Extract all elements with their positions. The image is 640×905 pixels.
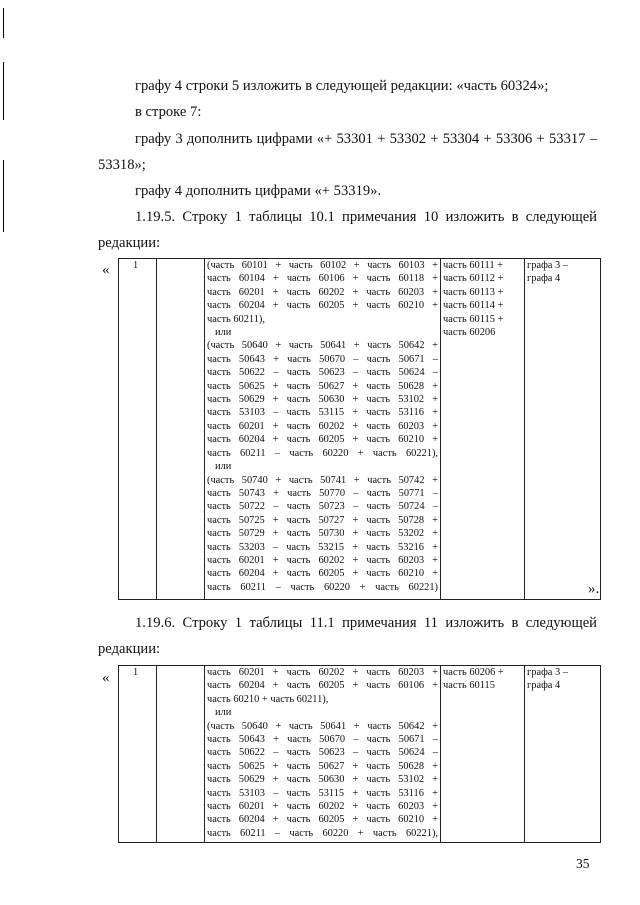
table-10-1 xyxy=(118,258,601,600)
formula-line: часть 53103 – часть 53115 + часть 53116 + xyxy=(207,787,438,799)
paragraph-1-19-6-line2: редакции: xyxy=(98,641,161,657)
formula-line: часть 50725 + часть 50727 + часть 50728 + xyxy=(207,514,438,526)
formula-line: или xyxy=(215,707,232,719)
paragraph-column3-line2: 53318»; xyxy=(98,157,146,173)
formula-line: часть 60201 + часть 60202 + часть 60203 + xyxy=(207,420,438,432)
row-number-cell xyxy=(119,666,157,843)
margin-mark xyxy=(3,160,4,232)
paragraph-1-19-6-line1: 1.19.6. Строку 1 таблицы 11.1 примечания 11 изложить в следующей xyxy=(135,615,597,631)
formula-line: или xyxy=(215,327,232,339)
paragraph-column4-add: графу 4 дополнить цифрами «+ 53319». xyxy=(135,183,382,199)
formula-cell xyxy=(205,259,441,600)
formula-line: часть 50643 + часть 50670 – часть 50671 – xyxy=(207,734,438,746)
formula-line: часть 50622 – часть 50623 – часть 50624 – xyxy=(207,747,438,759)
formula-line: часть 60201 + часть 60202 + часть 60203 + xyxy=(207,554,438,566)
paragraph-column4-row5: графу 4 строки 5 изложить в следующей редакции: «часть 60324»; xyxy=(135,78,549,94)
formula-line: часть 60210 + часть 60211), xyxy=(207,693,329,705)
formula-line: часть 60211 – часть 60220 + часть 60221), xyxy=(207,827,438,839)
formula-line: (часть 60101 + часть 60102 + часть 60103 + xyxy=(207,260,438,271)
formula-line: часть 60204 + часть 60205 + часть 60210 + xyxy=(207,300,438,312)
formula-line: часть 50625 + часть 50627 + часть 50628 + xyxy=(207,760,438,772)
formula-line: часть 50643 + часть 50670 – часть 50671 – xyxy=(207,353,438,365)
paragraph-row7: в строке 7: xyxy=(135,104,202,120)
table-row xyxy=(119,666,601,843)
table-11-1 xyxy=(118,665,601,843)
formula-line: часть 60201 + часть 60202 + часть 60203 + xyxy=(207,667,438,678)
formula-line: часть 50743 + часть 50770 – часть 50771 – xyxy=(207,487,438,499)
row-number: 1 xyxy=(133,667,139,678)
formula-line: часть 50629 + часть 50630 + часть 53102 + xyxy=(207,394,438,406)
subtract-line: часть 60112 + xyxy=(443,273,504,285)
formula-line: часть 60204 + часть 60205 + часть 60210 + xyxy=(207,814,438,826)
quote-open: « xyxy=(102,670,110,686)
formula-line: часть 50629 + часть 50630 + часть 53102 + xyxy=(207,774,438,786)
result-cell xyxy=(525,259,601,600)
formula-line: часть 60204 + часть 60205 + часть 60210 + xyxy=(207,434,438,446)
table-row xyxy=(119,259,601,600)
formula-line: часть 50729 + часть 50730 + часть 53202 + xyxy=(207,528,438,540)
quote-close: ». xyxy=(588,581,600,597)
paragraph-1-19-5-line2: редакции: xyxy=(98,235,161,251)
result-line: графа 4 xyxy=(527,680,561,692)
margin-mark xyxy=(3,62,4,120)
formula-line: часть 50625 + часть 50627 + часть 50628 + xyxy=(207,380,438,392)
formula-line: часть 53103 – часть 53115 + часть 53116 + xyxy=(207,407,438,419)
formula-line: (часть 50640 + часть 50641 + часть 50642 + xyxy=(207,720,438,732)
formula-line: часть 50722 – часть 50723 – часть 50724 – xyxy=(207,501,438,513)
formula-line: часть 60211 – часть 60220 + часть 60221) xyxy=(207,581,438,593)
formula-line: часть 60204 + часть 60205 + часть 60106 + xyxy=(207,680,438,692)
formula-line: часть 60211 – часть 60220 + часть 60221), xyxy=(207,447,438,459)
paragraph-1-19-5-line1: 1.19.5. Строку 1 таблицы 10.1 примечания 10 изложить в следующей xyxy=(135,209,597,225)
result-cell xyxy=(525,666,601,843)
empty-cell xyxy=(157,666,205,843)
formula-line: (часть 50640 + часть 50641 + часть 50642 + xyxy=(207,340,438,352)
formula-line: (часть 50740 + часть 50741 + часть 50742 + xyxy=(207,474,438,486)
subtract-line: часть 60111 + xyxy=(443,260,503,271)
formula-line: часть 60201 + часть 60202 + часть 60203 + xyxy=(207,801,438,813)
subtract-line: часть 60206 xyxy=(443,327,496,339)
subtract-cell xyxy=(441,259,525,600)
result-line: графа 3 – xyxy=(527,260,568,271)
subtract-cell xyxy=(441,666,525,843)
margin-mark xyxy=(3,8,4,38)
result-line: графа 3 – xyxy=(527,667,568,678)
paragraph-column3-line1: графу 3 дополнить цифрами «+ 53301 + 53302 + 53304 + 53306 + 53317 – xyxy=(135,131,597,147)
formula-line: часть 60104 + часть 60106 + часть 60118 + xyxy=(207,273,438,285)
subtract-line: часть 60206 + xyxy=(443,667,504,678)
empty-cell xyxy=(157,259,205,600)
formula-line: или xyxy=(215,461,232,473)
formula-line: часть 50622 – часть 50623 – часть 50624 – xyxy=(207,367,438,379)
formula-line: часть 60204 + часть 60205 + часть 60210 + xyxy=(207,568,438,580)
subtract-line: часть 60115 xyxy=(443,680,495,692)
formula-line: часть 53203 – часть 53215 + часть 53216 + xyxy=(207,541,438,553)
page-number: 35 xyxy=(576,856,590,871)
result-line: графа 4 xyxy=(527,273,561,285)
row-number-cell xyxy=(119,259,157,600)
row-number: 1 xyxy=(133,260,139,271)
formula-cell xyxy=(205,666,441,843)
subtract-line: часть 60115 + xyxy=(443,313,504,325)
formula-line: часть 60201 + часть 60202 + часть 60203 + xyxy=(207,286,438,298)
quote-open: « xyxy=(102,262,110,278)
subtract-line: часть 60113 + xyxy=(443,286,504,298)
formula-line: часть 60211), xyxy=(207,313,265,325)
subtract-line: часть 60114 + xyxy=(443,300,504,312)
